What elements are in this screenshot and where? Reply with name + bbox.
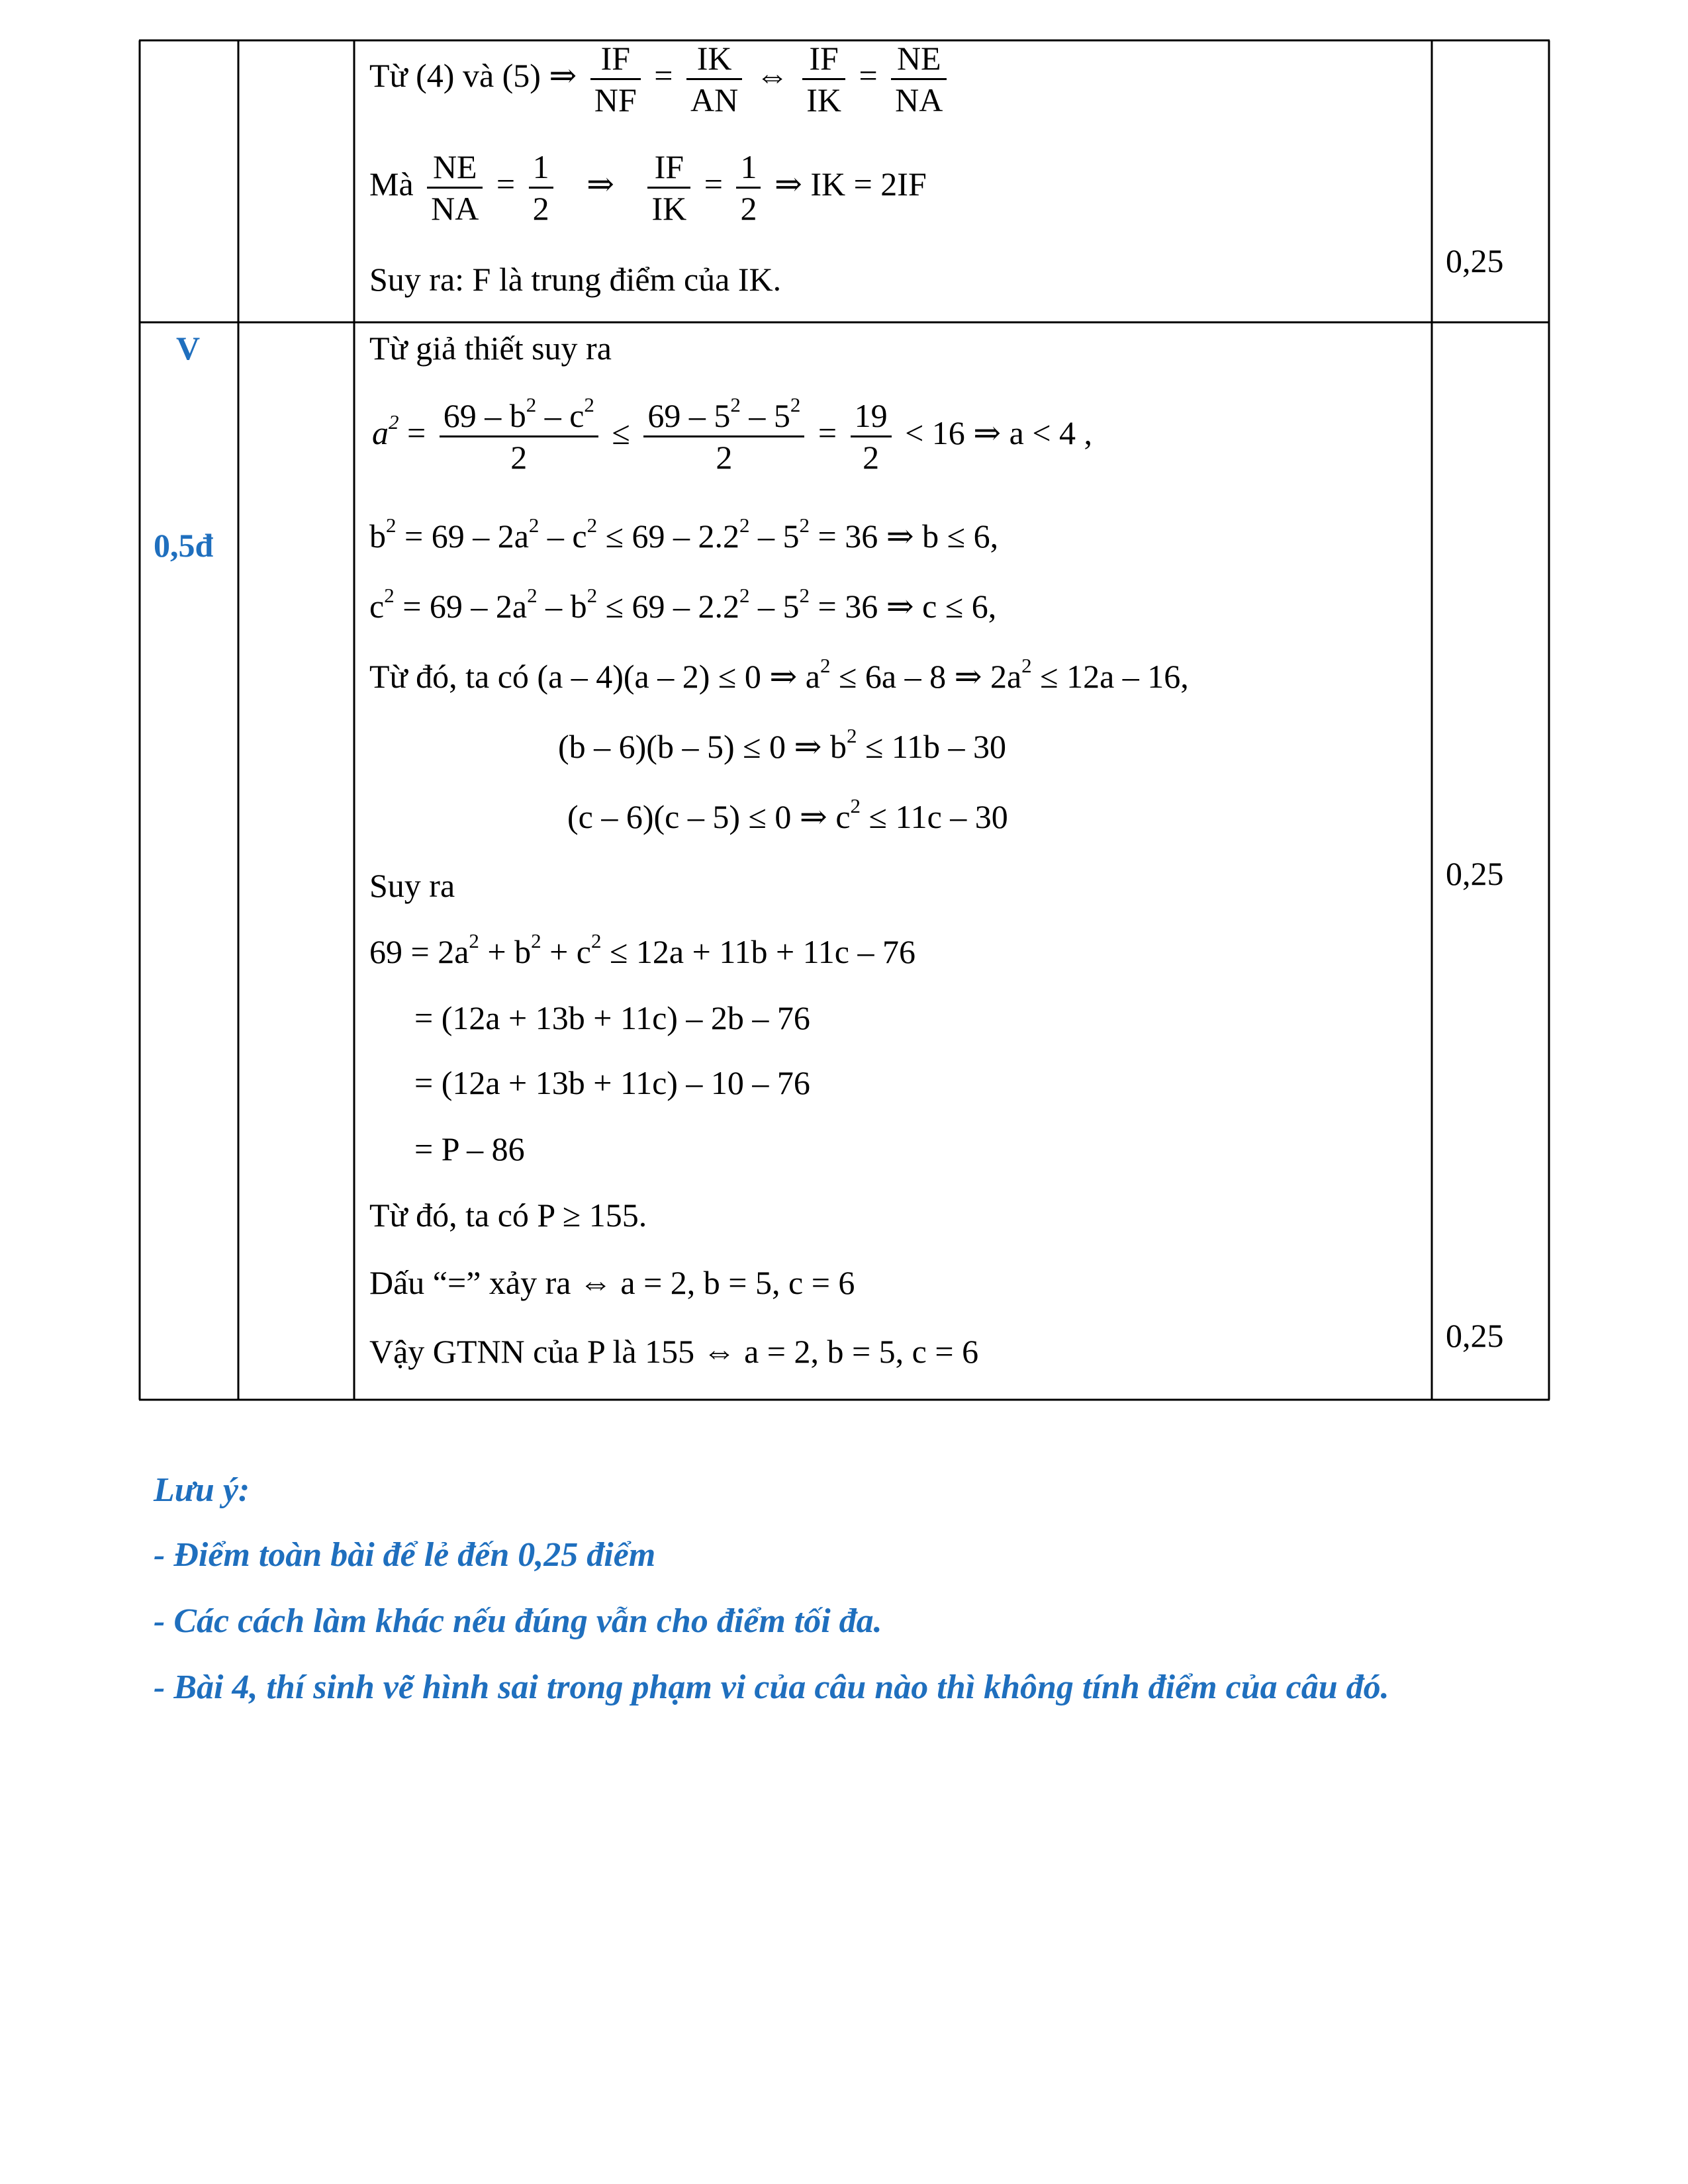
intro-line: Từ giả thiết suy ra (369, 330, 612, 367)
final-answer-line: Vậy GTNN của P là 155 ⇔ a = 2, b = 5, c = 6 (369, 1333, 979, 1370)
equality-line: Dấu “=” xảy ra ⇔ a = 2, b = 5, c = 6 (369, 1264, 855, 1301)
score-row2-middle: 0,25 (1446, 855, 1504, 892)
b-bound-line: $b^2 = 69 - 2a^2 - c^2 \le 69 - 2.2^2 - 5^2 = 36$ ⇒ b ≤ 6, (369, 513, 999, 555)
a-inequality-line: Từ đó, ta có (a – 4)(a – 2) ≤ 0 ⇒ $a^2 \le 6a - 8$ ⇒ $2a^2 \le 12a - 16$, (369, 653, 1189, 695)
fraction-19-2: $\frac{19}{2}$ (851, 396, 892, 477)
fraction-ne-na: $\frac{NE}{NA}$ (427, 147, 483, 228)
ratio-line-1 (369, 38, 952, 120)
formula-tail: < 16 ⇒ a < 4 , (905, 414, 1093, 451)
ratio-line-2-prefix: Mà (369, 165, 414, 203)
ratio-line-1-prefix: Từ (4) và (5) ⇒ (369, 56, 577, 94)
equals-sign: = (704, 165, 723, 203)
conclusion-line: Từ đó, ta có P ≥ 155. (369, 1197, 647, 1234)
score-row2-bottom: 0,25 (1446, 1317, 1504, 1354)
note-item-3: - Bài 4, thí sinh vẽ hình sai trong phạm vi của câu nào thì không tính điểm của câu đó. (154, 1668, 1389, 1706)
equals-sign: = (407, 414, 426, 451)
fraction-69-52-52: $\frac{69 - 5^2 - 5^2}{2}$ (643, 396, 804, 477)
step-line-2: = (12a + 13b + 11c) – 10 – 76 (414, 1064, 810, 1101)
step-line-3: = P – 86 (414, 1130, 525, 1167)
equals-sign: = (818, 414, 837, 451)
step-line-1: = (12a + 13b + 11c) – 2b – 76 (414, 999, 810, 1036)
fraction-one-half: $\frac{1}{2}$ (529, 147, 553, 228)
note-item-1: - Điểm toàn bài để lẻ đến 0,25 điểm (154, 1536, 656, 1574)
leq-sign: ≤ (612, 414, 630, 451)
suy-ra-line: Suy ra (369, 867, 455, 904)
iff-sign: ⇔ (755, 56, 789, 94)
formula-lhs: $a^2$ (372, 410, 399, 451)
equals-sign: = (654, 56, 673, 94)
implies-sign: ⇒ (586, 165, 614, 203)
note-item-2: - Các cách làm khác nếu đúng vẫn cho điểm tối đa. (154, 1602, 882, 1640)
fraction-ne-na: $\frac{NE}{NA}$ (891, 38, 947, 120)
c-inequality-line: (c – 6)(c – 5) ≤ 0 ⇒ $c^2 \le 11c - 30$ (567, 794, 1008, 835)
c-bound-line: $c^2 = 69 - 2a^2 - b^2 \le 69 - 2.2^2 - 5^2 = 36$ ⇒ c ≤ 6, (369, 583, 997, 625)
score-row1: 0,25 (1446, 242, 1504, 279)
fraction-if-ik: $\frac{IF}{IK}$ (647, 147, 690, 228)
question-label: V (176, 330, 201, 367)
equals-sign: = (496, 165, 516, 203)
b-inequality-line: (b – 6)(b – 5) ≤ 0 ⇒ $b^2 \le 11b - 30$ (558, 723, 1007, 765)
fraction-if-ik: $\frac{IF}{IK}$ (802, 38, 845, 120)
fraction-69-b2-c2: $\frac{69 - b^2 - c^2}{2}$ (440, 396, 598, 477)
ratio-line-2 (369, 147, 927, 228)
a-squared-formula (372, 392, 1093, 477)
equals-sign: = (859, 56, 878, 94)
ratio-line-2-result: ⇒ IK = 2IF (774, 165, 927, 203)
fraction-if-nf: $\frac{IF}{NF}$ (590, 38, 641, 120)
fraction-ik-an: $\frac{IK}{AN}$ (686, 38, 742, 120)
sum-line: $69 = 2a^2 + b^2 + c^2 \le 12a + 11b + 11c - 76$ (369, 929, 915, 970)
fraction-one-half: $\frac{1}{2}$ (736, 147, 761, 228)
notes-title: Lưu ý: (154, 1471, 250, 1509)
midpoint-conclusion: Suy ra: F là trung điểm của IK. (369, 261, 782, 298)
question-points: 0,5đ (154, 527, 214, 564)
